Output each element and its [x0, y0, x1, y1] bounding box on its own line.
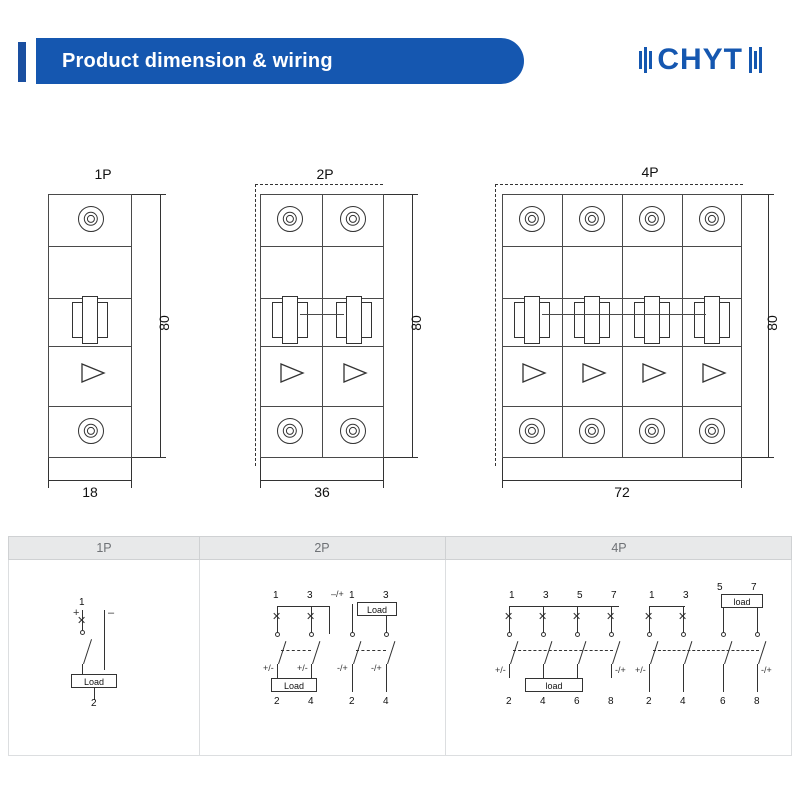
- terminal-icon: [639, 206, 665, 232]
- logo-text: CHYT: [657, 43, 743, 76]
- dim-tick: [742, 194, 774, 195]
- wire: [577, 664, 578, 678]
- mechanical-link: [513, 650, 613, 651]
- contact-node: [80, 630, 85, 635]
- header-title-pill: [36, 38, 524, 84]
- polarity-label: +/-: [495, 665, 506, 675]
- wiring-col-header-4p: 4P: [611, 541, 627, 555]
- terminal-label: 6: [574, 696, 580, 707]
- dashed-guide: [255, 184, 383, 185]
- polarity-label: –/+: [331, 589, 344, 599]
- terminal-icon: [277, 206, 303, 232]
- terminal-icon: [277, 418, 303, 444]
- mechanical-link: [281, 650, 311, 651]
- arc-mark-icon: ✕: [504, 611, 514, 623]
- arc-mark-icon: ✕: [538, 611, 548, 623]
- arc-mark-icon: ✕: [572, 611, 582, 623]
- switch-blade: [544, 641, 552, 664]
- terminal-icon: [519, 206, 545, 232]
- switch-blade: [724, 641, 732, 664]
- dim-tick: [260, 458, 261, 488]
- terminal-label: 5: [717, 582, 723, 593]
- direction-arrow-icon: [342, 362, 368, 384]
- contact-node: [541, 632, 546, 637]
- wire: [757, 664, 758, 692]
- direction-arrow-icon: [581, 362, 607, 384]
- terminal-label: 5: [577, 590, 583, 601]
- dim-tick: [383, 458, 384, 488]
- wiring-table-body: [8, 560, 792, 756]
- dim-line-width-1p: [48, 480, 132, 481]
- terminal-label: 2: [91, 698, 97, 709]
- wire: [543, 664, 544, 678]
- body-divider: [260, 406, 384, 407]
- logo-right-bars-icon: [747, 47, 762, 73]
- body-divider: [260, 346, 384, 347]
- terminal-icon: [699, 206, 725, 232]
- load-box: Load: [357, 602, 397, 616]
- switch-blade: [758, 641, 766, 664]
- wire: [352, 664, 353, 692]
- switch-blade: [353, 641, 361, 664]
- load-box: Load: [271, 678, 317, 692]
- switch-blade: [387, 641, 395, 664]
- terminal-label: 3: [543, 590, 549, 601]
- polarity-label: -/+: [615, 665, 626, 675]
- wire: [329, 606, 330, 634]
- pole-divider: [562, 194, 563, 458]
- dim-tick: [132, 194, 166, 195]
- terminal-label: 7: [611, 590, 617, 601]
- contact-node: [275, 632, 280, 637]
- polarity-plus: +: [73, 607, 80, 619]
- body-separator: [199, 560, 200, 756]
- dim-line-width-2p: [260, 480, 384, 481]
- polarity-label: +/-: [635, 665, 646, 675]
- terminal-label: 2: [349, 696, 355, 707]
- wire: [683, 664, 684, 692]
- polarity-label: -/+: [337, 663, 348, 673]
- wire: [611, 664, 612, 678]
- dashed-guide: [495, 184, 496, 466]
- switch-blade: [278, 641, 286, 664]
- arc-mark-icon: ✕: [678, 611, 688, 623]
- polarity-label: +/-: [263, 663, 274, 673]
- polarity-label: -/+: [371, 663, 382, 673]
- dim-value-height-2p: 80: [408, 315, 424, 331]
- toggle-lever-stem: [584, 296, 600, 344]
- terminal-icon: [639, 418, 665, 444]
- terminal-label: 1: [79, 597, 85, 608]
- toggle-lever-stem: [346, 296, 362, 344]
- terminal-label: 2: [506, 696, 512, 707]
- terminal-label: 8: [608, 696, 614, 707]
- dim-value-width-4p: 72: [614, 484, 630, 500]
- wire: [352, 604, 353, 634]
- mechanical-link: [356, 650, 386, 651]
- wire: [649, 664, 650, 692]
- toggle-lever-stem: [524, 296, 540, 344]
- wire: [311, 664, 312, 678]
- terminal-icon: [340, 206, 366, 232]
- terminal-label: 2: [274, 696, 280, 707]
- switch-blade: [83, 639, 92, 664]
- terminal-icon: [519, 418, 545, 444]
- terminal-icon: [579, 206, 605, 232]
- terminal-label: 3: [383, 590, 389, 601]
- terminal-label: 6: [720, 696, 726, 707]
- dim-tick: [384, 194, 418, 195]
- switch-blade: [650, 641, 658, 664]
- dim-label-4p: 4P: [641, 164, 659, 180]
- contact-node: [507, 632, 512, 637]
- dim-tick: [132, 457, 166, 458]
- body-divider: [502, 406, 742, 407]
- direction-arrow-icon: [279, 362, 305, 384]
- body-divider: [260, 246, 384, 247]
- terminal-label: 4: [540, 696, 546, 707]
- contact-node: [681, 632, 686, 637]
- toggle-lever-stem: [704, 296, 720, 344]
- wiring-col-header-2p: 2P: [314, 541, 330, 555]
- mechanical-link: [653, 650, 759, 651]
- wire: [757, 608, 758, 634]
- contact-node: [575, 632, 580, 637]
- terminal-icon: [78, 418, 104, 444]
- contact-node: [309, 632, 314, 637]
- polarity-label: +/-: [297, 663, 308, 673]
- dim-value-height-1p: 80: [156, 315, 172, 331]
- dim-label-1p: 1P: [94, 166, 112, 182]
- dim-value-width-2p: 36: [314, 484, 330, 500]
- terminal-icon: [579, 418, 605, 444]
- toggle-lever-stem: [644, 296, 660, 344]
- body-divider: [48, 246, 132, 247]
- wire: [509, 606, 619, 607]
- dim-tick: [384, 457, 418, 458]
- switch-blade: [510, 641, 518, 664]
- terminal-label: 4: [308, 696, 314, 707]
- dim-tick: [502, 458, 503, 488]
- wire: [277, 606, 329, 607]
- terminal-icon: [340, 418, 366, 444]
- contact-node: [647, 632, 652, 637]
- brand-logo: [639, 40, 762, 80]
- contact-node: [755, 632, 760, 637]
- dim-line-width-4p: [502, 480, 742, 481]
- load-box: Load: [71, 674, 117, 688]
- direction-arrow-icon: [641, 362, 667, 384]
- pole-divider: [322, 194, 323, 458]
- contact-node: [609, 632, 614, 637]
- terminal-label: 1: [509, 590, 515, 601]
- switch-blade: [578, 641, 586, 664]
- lever-link: [542, 314, 706, 315]
- toggle-lever-stem: [282, 296, 298, 344]
- terminal-label: 7: [751, 582, 757, 593]
- wire: [277, 664, 278, 678]
- arc-mark-icon: ✕: [644, 611, 654, 623]
- wire: [104, 610, 105, 670]
- terminal-label: 3: [307, 590, 313, 601]
- lever-link: [300, 314, 344, 315]
- contact-node: [350, 632, 355, 637]
- terminal-label: 2: [646, 696, 652, 707]
- terminal-label: 1: [649, 590, 655, 601]
- dim-tick: [741, 458, 742, 488]
- terminal-icon: [699, 418, 725, 444]
- wiring-diagram-table: [8, 536, 792, 758]
- load-box: load: [721, 594, 763, 608]
- page-header: [0, 38, 800, 94]
- polarity-label: -/+: [761, 665, 772, 675]
- dimension-drawings: [0, 150, 800, 510]
- wiring-col-header-1p: 1P: [96, 541, 112, 555]
- terminal-icon: [78, 206, 104, 232]
- contact-node: [721, 632, 726, 637]
- body-divider: [48, 346, 132, 347]
- arc-mark-icon: ✕: [77, 615, 87, 627]
- arc-mark-icon: ✕: [306, 611, 316, 623]
- terminal-label: 1: [273, 590, 279, 601]
- dim-tick: [131, 458, 132, 488]
- body-divider: [48, 406, 132, 407]
- pole-divider: [622, 194, 623, 458]
- switch-blade: [312, 641, 320, 664]
- polarity-minus: –: [108, 607, 115, 619]
- switch-blade: [612, 641, 620, 664]
- dashed-guide: [255, 184, 256, 466]
- header-accent-tick: [18, 42, 26, 82]
- direction-arrow-icon: [701, 362, 727, 384]
- dim-value-height-4p: 80: [764, 315, 780, 331]
- switch-blade: [684, 641, 692, 664]
- body-divider: [502, 246, 742, 247]
- pole-divider: [682, 194, 683, 458]
- arc-mark-icon: ✕: [272, 611, 282, 623]
- dim-tick: [742, 457, 774, 458]
- wire: [649, 606, 685, 607]
- dashed-guide: [495, 184, 743, 185]
- direction-arrow-icon: [80, 362, 106, 384]
- body-separator: [445, 560, 446, 756]
- arc-mark-icon: ✕: [606, 611, 616, 623]
- terminal-label: 8: [754, 696, 760, 707]
- terminal-label: 3: [683, 590, 689, 601]
- dim-value-width-1p: 18: [82, 484, 98, 500]
- body-divider: [260, 298, 384, 299]
- dim-tick: [48, 458, 49, 488]
- logo-left-bars-icon: [639, 47, 654, 73]
- load-box: load: [525, 678, 583, 692]
- toggle-lever-stem: [82, 296, 98, 344]
- terminal-label: 4: [383, 696, 389, 707]
- wire: [386, 664, 387, 692]
- wiring-table-header: [8, 536, 792, 560]
- terminal-label: 1: [349, 590, 355, 601]
- page-title: Product dimension & wiring: [62, 49, 333, 72]
- terminal-label: 4: [680, 696, 686, 707]
- body-divider: [502, 346, 742, 347]
- dim-label-2p: 2P: [316, 166, 334, 182]
- wire: [723, 664, 724, 692]
- wire: [509, 664, 510, 678]
- direction-arrow-icon: [521, 362, 547, 384]
- contact-node: [384, 632, 389, 637]
- wire: [723, 608, 724, 634]
